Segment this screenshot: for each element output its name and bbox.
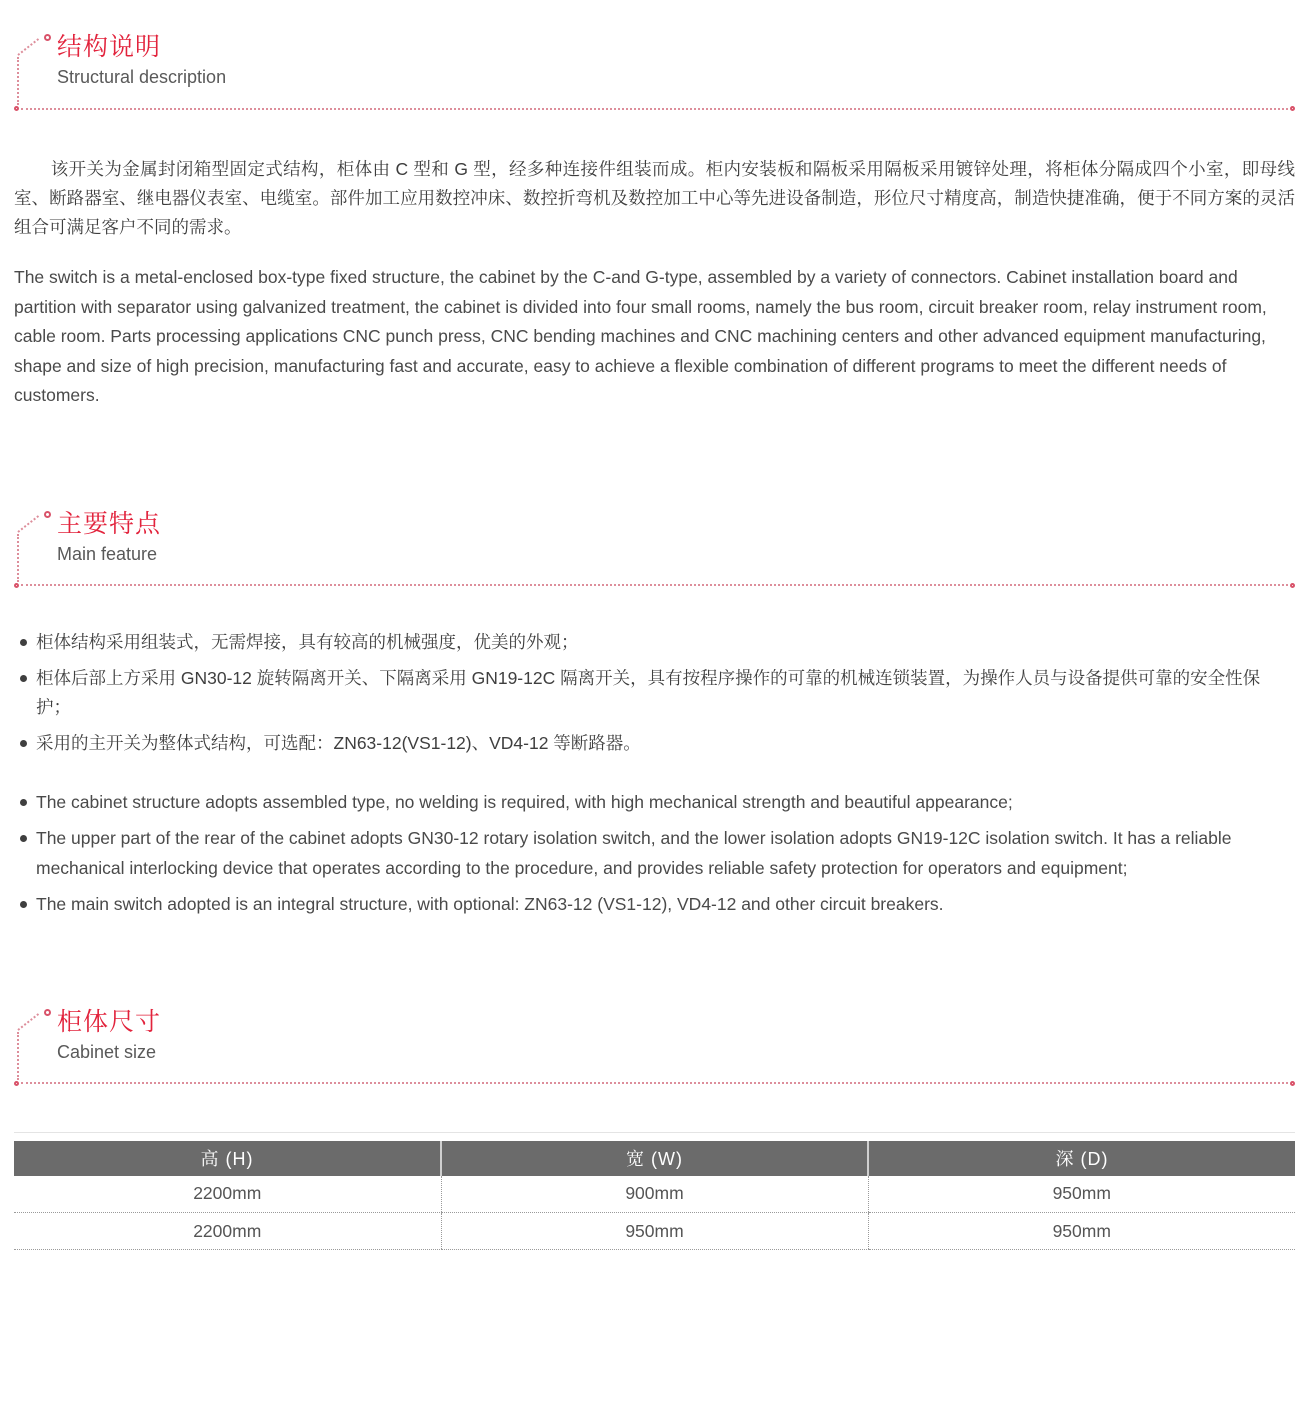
cell-height: 2200mm xyxy=(14,1213,441,1250)
section-title-en: Cabinet size xyxy=(57,1041,157,1062)
marker-circle-icon xyxy=(44,511,51,518)
structural-paragraph-zh: 该开关为金属封闭箱型固定式结构，柜体由 C 型和 G 型，经多种连接件组装而成。柜内安装板和隔板采用隔板采用镀锌处理，将柜体分隔成四个小室，即母线室、断路器室、继电器仪表室、电缆室。部件加工应用数控冲床、数控折弯机及数控加工中心等先进设备制造，形位尺寸精度高，制造快捷准确，便于不同方案的灵活组合可满足客户不同的需求。 xyxy=(14,159,1295,237)
cell-width: 900mm xyxy=(441,1176,868,1213)
separator-dotted-line xyxy=(21,108,1288,110)
feature-item: 柜体结构采用组装式，无需焊接，具有较高的机械强度，优美的外观； xyxy=(14,628,1295,657)
column-header-height: 高 (H) xyxy=(14,1141,441,1176)
separator-left-circle-icon xyxy=(14,583,19,588)
section-header-features xyxy=(14,507,1295,590)
structural-paragraph-en: The switch is a metal-enclosed box-type fixed structure, the cabinet by the C-and G-type, assembled by a variety of connectors. Cabinet installation board and partition with separator using galvanized treatment, the cabinet is divided into four small rooms, namely the bus room, circuit breaker room, relay instrument room, cable room. Parts processing applications CNC punch press, CNC bending machines and CNC machining centers and other advanced equipment manufacturing, shape and size of high precision, manufacturing fast and accurate, easy to achieve a flexible combination of different programs to meet the different needs of customers. xyxy=(14,267,1267,405)
cabinet-size-table xyxy=(14,1141,1295,1251)
marker-vertical-line xyxy=(17,57,19,105)
section-titles xyxy=(57,509,1295,568)
separator-dotted-line xyxy=(21,584,1288,586)
marker-diagonal-line xyxy=(17,515,39,533)
separator-dotted-line xyxy=(21,1082,1288,1084)
column-header-depth: 深 (D) xyxy=(868,1141,1295,1176)
section-separator xyxy=(14,104,1295,113)
cell-depth: 950mm xyxy=(868,1213,1295,1250)
section-header-cabinet-size xyxy=(14,1005,1295,1088)
feature-item: The upper part of the rear of the cabinet adopts GN30-12 rotary isolation switch, and the lower isolation adopts GN19-12C isolation switch. It has a reliable mechanical interlocking device that operates according to the procedure, and provides reliable safety protection for operators and equipment; xyxy=(14,824,1295,883)
section-title-zh: 柜体尺寸 xyxy=(57,1007,162,1036)
marker-vertical-line xyxy=(17,1032,19,1080)
table-header-row xyxy=(14,1141,1295,1176)
cell-depth: 950mm xyxy=(868,1176,1295,1213)
feature-item: The cabinet structure adopts assembled type, no welding is required, with high mechanical strength and beautiful appearance; xyxy=(14,788,1295,818)
marker-diagonal-line xyxy=(17,38,39,56)
section-separator xyxy=(14,1079,1295,1088)
feature-list-en xyxy=(14,788,1295,920)
section-title-en: Main feature xyxy=(57,543,158,564)
table-row xyxy=(14,1213,1295,1250)
section-header-structural xyxy=(14,30,1295,113)
cell-width: 950mm xyxy=(441,1213,868,1250)
section-separator xyxy=(14,581,1295,590)
marker-circle-icon xyxy=(44,1009,51,1016)
separator-left-circle-icon xyxy=(14,106,19,111)
section-titles xyxy=(57,32,1295,91)
separator-left-circle-icon xyxy=(14,1081,19,1086)
table-row xyxy=(14,1176,1295,1213)
section-titles xyxy=(57,1007,1295,1066)
marker-vertical-line xyxy=(17,534,19,582)
cell-height: 2200mm xyxy=(14,1176,441,1213)
section-title-en: Structural description xyxy=(57,67,227,87)
column-header-width: 宽 (W) xyxy=(441,1141,868,1176)
marker-diagonal-line xyxy=(17,1013,39,1031)
feature-list-zh xyxy=(14,628,1295,758)
feature-item: 采用的主开关为整体式结构，可选配：ZN63-12(VS1-12)、VD4-12 等断路器。 xyxy=(14,729,1295,758)
separator-right-circle-icon xyxy=(1290,106,1295,111)
spacer xyxy=(0,927,1309,1005)
separator-right-circle-icon xyxy=(1290,583,1295,588)
feature-item: 柜体后部上方采用 GN30-12 旋转隔离开关、下隔离采用 GN19-12C 隔离开关，具有按程序操作的可靠的机械连锁装置，为操作人员与设备提供可靠的安全性保护； xyxy=(14,664,1295,722)
section-title-zh: 主要特点 xyxy=(57,509,162,538)
feature-item: The main switch adopted is an integral structure, with optional: ZN63-12 (VS1-12), VD4-12 and other circuit breakers. xyxy=(14,890,1295,920)
section-title-zh: 结构说明 xyxy=(57,33,162,61)
spacer xyxy=(0,411,1309,507)
separator-right-circle-icon xyxy=(1290,1081,1295,1086)
cabinet-size-table-wrap xyxy=(14,1132,1295,1251)
top-spacer xyxy=(0,0,1309,30)
marker-circle-icon xyxy=(44,34,51,41)
